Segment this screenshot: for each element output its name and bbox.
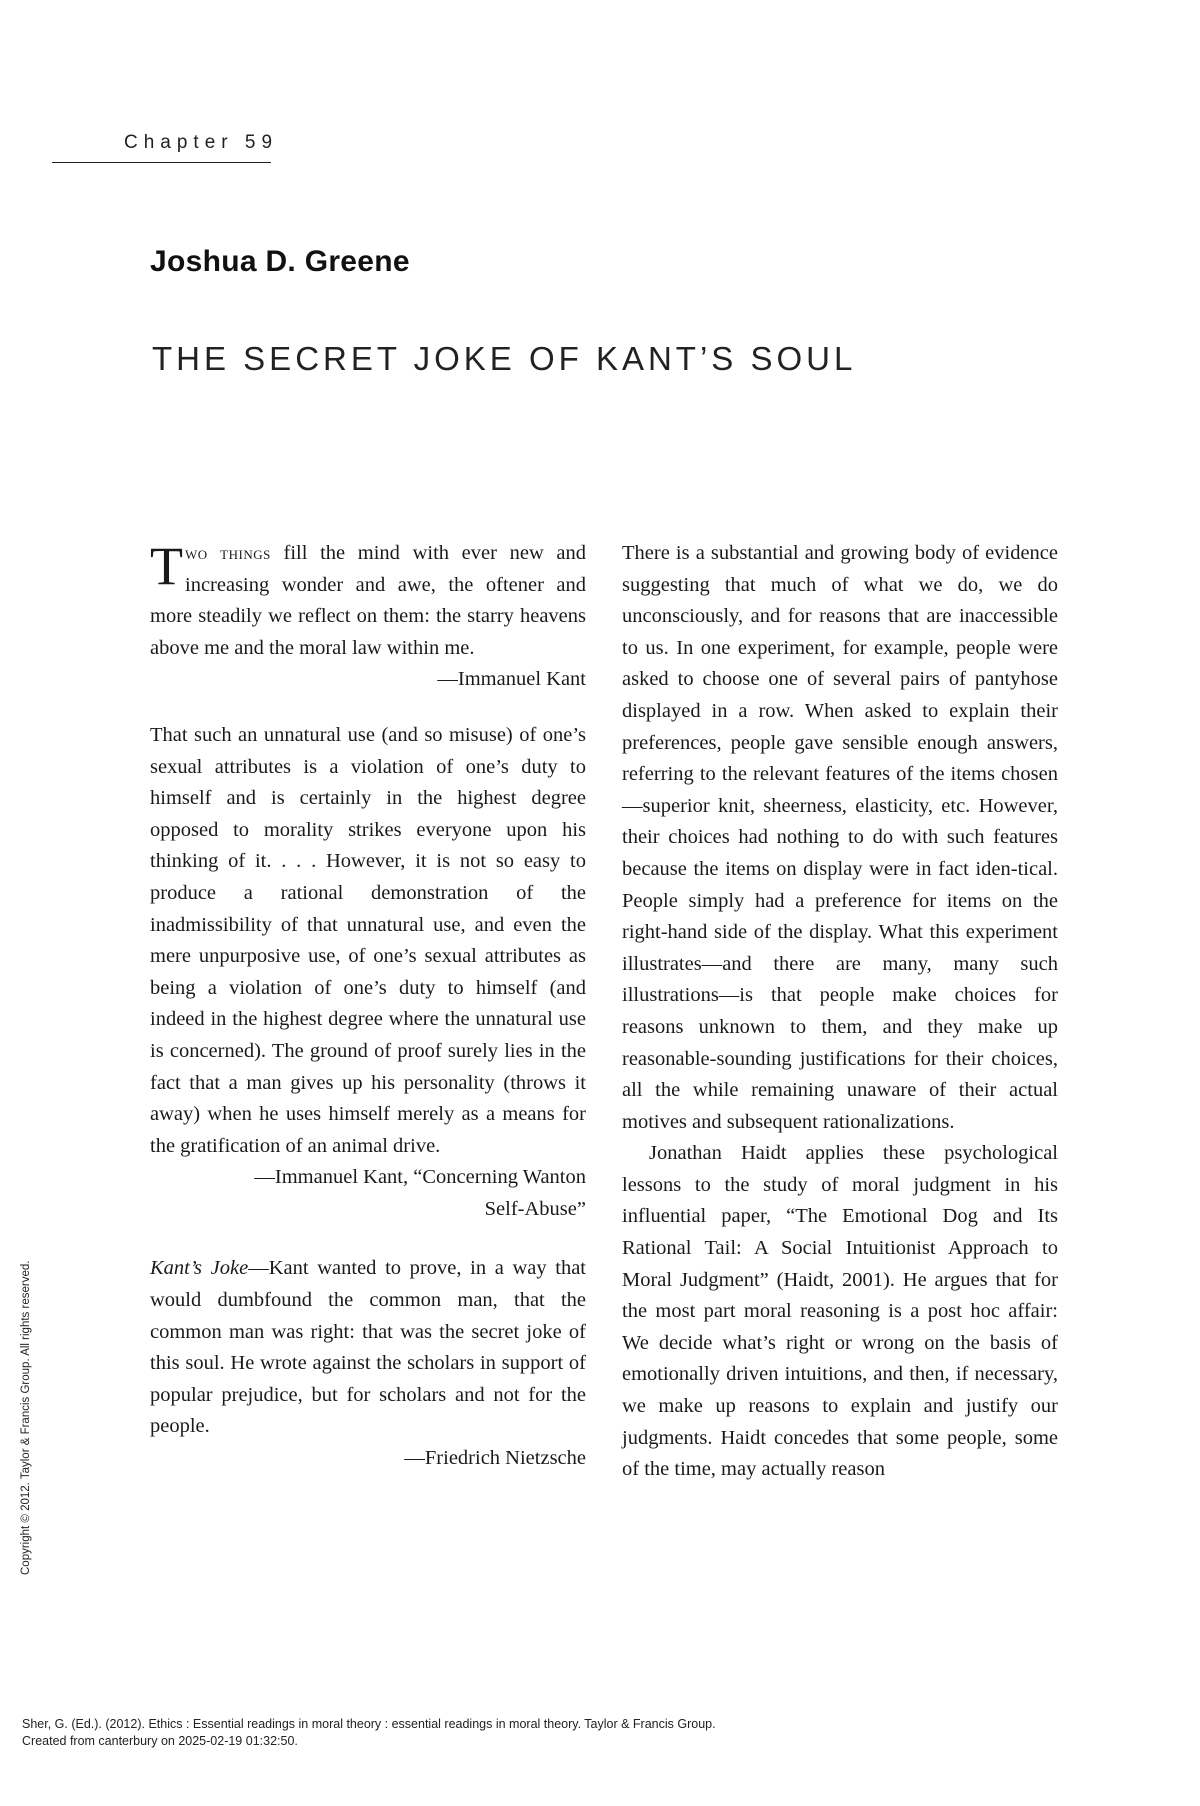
epigraph-attribution: —Friedrich Nietzsche <box>404 1447 586 1470</box>
epigraph-text: —Kant wanted to prove, in a way that would dumbfound the common man, that the common man was right: that was the secret joke of this soul. He wrote against the scholars in support of popular prejudice, but for scholars and not for the people. <box>150 1257 587 1438</box>
body-paragraph: There is a substantial and growing body of evidence suggesting that much of what we do, we do unconsciously, and for reasons that are inaccessible to us. In one experiment, for example, people were asked to choose one of several pairs of pantyhose displayed in a row. When asked to explain their preferences, people gave sensible enough answers, referring to the relevant features of the items chosen—superior knit, sheerness, elasticity, etc. However, their choices had nothing to do with such features because the items on display were in fact iden-tical. People simply had a preference for items on the right-hand side of the display. What this experiment illustrates—and there are many, many such illustrations—is that people make choices for reasons unknown to them, and they make up reasonable-sounding justifications for their choices, all the while remaining unaware of their actual motives and subsequent rationalizations. <box>622 542 1058 1133</box>
chapter-rule <box>52 162 271 163</box>
epigraph-attribution: —Immanuel Kant, “Concerning Wanton <box>254 1166 586 1189</box>
body-column <box>622 538 1058 1486</box>
epigraph-nietzsche <box>150 1253 586 1443</box>
chapter-title: THE SECRET JOKE OF KANT’S SOUL <box>152 340 857 377</box>
body-paragraph: Jonathan Haidt applies these psychological lessons to the study of moral judgment in his influential paper, “The Emotional Dog and Its Rational Tail: A Social Intuitionist Approach to Moral Judgment” (Haidt, 2001). He argues that for the most part moral reasoning is a post hoc affair: We decide what’s right or wrong on the basis of emotionally driven intuitions, and then, if necessary, we make up reasons to explain and justify our judgments. Haidt concedes that some people, some of the time, may actually reason <box>622 1142 1058 1481</box>
author-name: Joshua D. Greene <box>150 245 410 278</box>
epigraph-text: fill the mind with ever new and increasing wonder and awe, the oftener and more steadily we reflect on them: the starry heavens above me and the moral law within me. <box>150 542 586 659</box>
epigraph-attribution-cont: Self-Abuse” <box>484 1197 586 1220</box>
epigraph-italic-lead: Kant’s Joke <box>150 1257 249 1280</box>
epigraph-column <box>150 538 586 1475</box>
drop-initial: T <box>150 536 183 596</box>
citation-line: Sher, G. (Ed.). (2012). Ethics : Essential readings in moral theory : essential readings in moral theory. Taylor & Francis Group. <box>22 1717 716 1731</box>
chapter-label: Chapter 59 <box>124 132 279 153</box>
citation-footer <box>22 1716 716 1750</box>
epigraph-smallcaps-lead: wo things <box>185 543 271 563</box>
epigraph-attribution: —Immanuel Kant <box>437 668 586 691</box>
epigraph-kant-wanton: That such an unnatural use (and so misuse) of one’s sexual attributes is a violation of one’s duty to himself and is certainly in the highest degree opposed to morality strikes everyone upon his thinking of it. . . . However, it is not so easy to produce a rational demonstration of the inadmissibility of that unnatural use, and even the mere unpurposive use, of one’s sexual attributes as being a violation of one’s duty to himself (and indeed in the highest degree where the unnatural use is concerned). The ground of proof surely lies in the fact that a man gives up his personality (throws it away) when he uses himself merely as a means for the gratification of an animal drive. <box>150 723 586 1157</box>
created-line: Created from canterbury on 2025-02-19 01:32:50. <box>22 1734 298 1748</box>
epigraph-kant-starry <box>150 538 586 664</box>
side-copyright-notice: Copyright © 2012. Taylor & Francis Group. All rights reserved. <box>20 1260 32 1575</box>
